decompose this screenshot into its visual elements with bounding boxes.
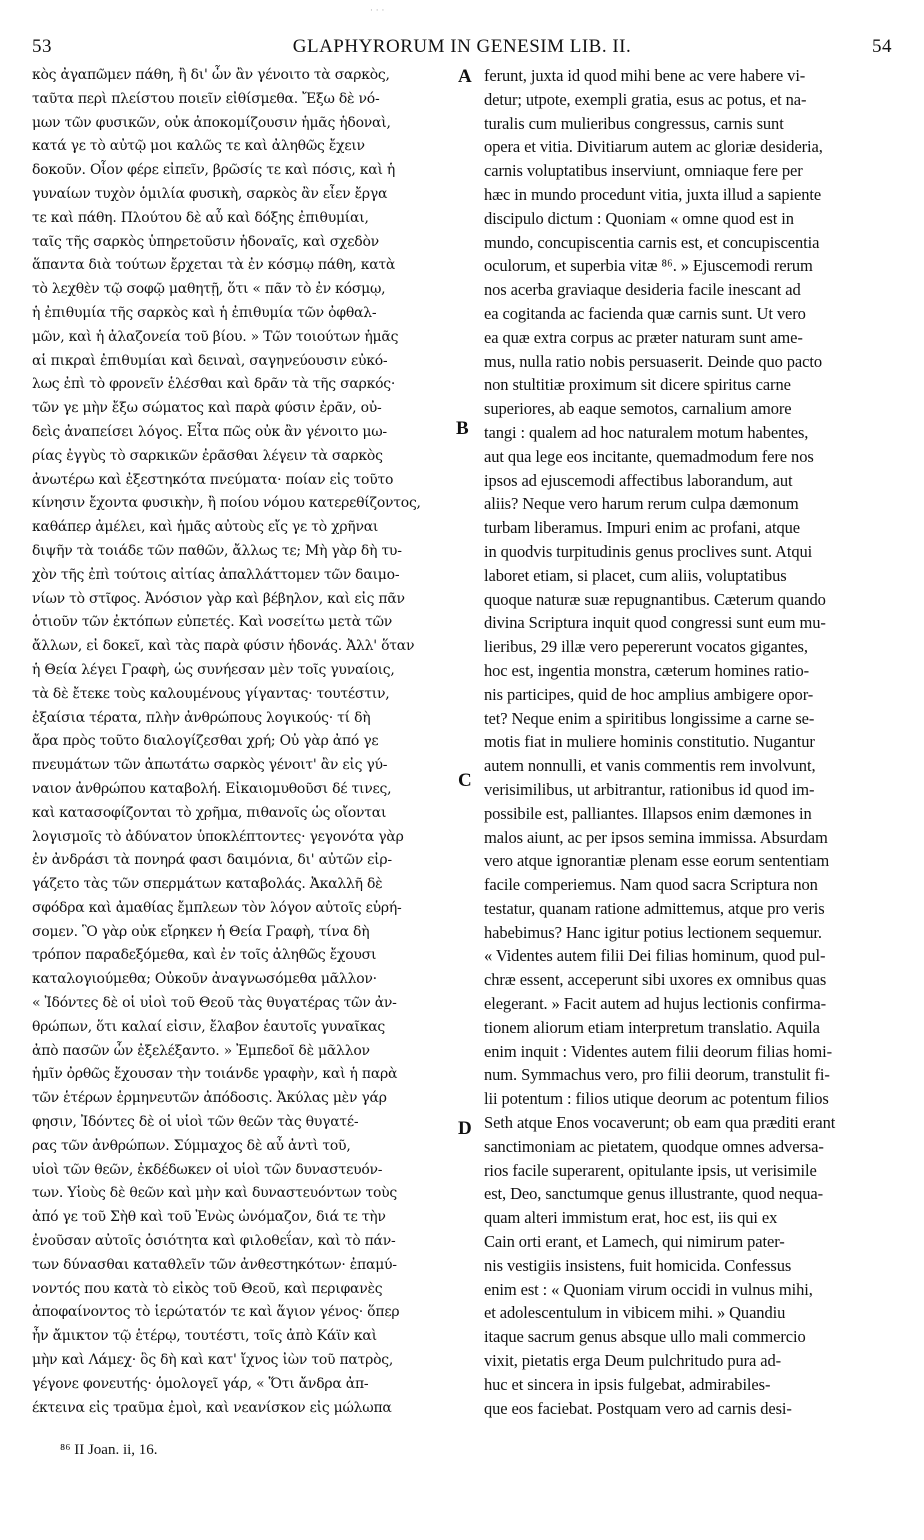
latin-text-line: Seth atque Enos vocaverunt; ob eam qua præditi erant xyxy=(484,1113,836,1133)
latin-text-line: testatur, quanam ratione admittemus, atque pro veris xyxy=(484,898,825,918)
latin-text-line: enim inquit : Videntes autem filii deorum filias homi- xyxy=(484,1041,832,1061)
greek-text-line: ὁτιοῦν τῶν ἐκτόπων εὐπετές. Καὶ νοσείτω μετὰ τῶν xyxy=(32,614,393,631)
greek-text-line: των δύνασθαι καταθλεῖν τῶν ἀνθεστηκότων· ἐπαμύ- xyxy=(32,1256,397,1273)
latin-text-line: opera et vitia. Divitiarum autem ac gloriæ desideria, xyxy=(484,137,823,157)
latin-text-line: possibile est, palliantes. Illapsos enim dæmones in xyxy=(484,803,812,823)
greek-text-line: των. Υἱοὺς δὲ θεῶν καὶ μὴν καὶ δυναστευόντων τοὺς xyxy=(32,1185,398,1202)
greek-text-line: ἐν ἀνδράσι τὰ πονηρά φασι δαιμόνια, δι' αὐτῶν εἰρ- xyxy=(32,852,392,869)
greek-text-line: τῶν ἑτέρων ἑρμηνευτῶν ἀπόδοσις. Ἀκύλας μὲν γάρ xyxy=(32,1090,387,1107)
latin-text-line: aut qua lege eos incitante, quemadmodum fere nos xyxy=(484,446,814,466)
latin-text-line: num. Symmachus vero, pro filii deorum, transtulit fi- xyxy=(484,1065,830,1085)
latin-text-line: vero atque ignorantiæ plenam esse eorum sententiam xyxy=(484,851,830,871)
greek-text-line: μῶν, καὶ ἡ ἀλαζονεία τοῦ βίου. » Τῶν τοιούτων ἡμᾶς xyxy=(32,328,399,345)
latin-text-line: tionem aliorum etiam interpretum translatio. Aquila xyxy=(484,1017,820,1037)
greek-text-line: πνευμάτων τῶν ἀπωτάτω σαρκὸς γένοιτ' ἂν εἰς γύ- xyxy=(32,757,388,774)
latin-text-line: malos aiunt, ac per ipsos semina immissa. Absurdam xyxy=(484,827,828,847)
greek-text-line: θρώπων, ὅτι καλαί εἰσιν, ἔλαβον ἑαυτοῖς γυναῖκας xyxy=(32,1018,386,1035)
greek-text-line: κὸς ἀγαπῶμεν πάθη, ἢ δι' ὧν ἂν γένοιτο τὰ σαρκὸς, xyxy=(32,67,390,83)
greek-text-line: δοκοῦν. Οἷον φέρε εἰπεῖν, βρῶσίς τε καὶ πόσις, καὶ ἡ xyxy=(32,162,396,179)
latin-text-line: quam alteri immistum erat, hoc est, iis qui ex xyxy=(484,1208,778,1228)
latin-text-line: itaque sacrum genus absque ullo mali commercio xyxy=(484,1327,806,1347)
latin-text-line: quoque naturæ suæ repugnantibus. Cæterum quando xyxy=(484,589,826,609)
greek-text-line: τε καὶ πάθη. Πλούτου δὲ αὖ καὶ δόξης ἐπιθυμίαι, xyxy=(32,209,369,226)
greek-text-line: κίνησιν ἔχοντα φυσικὴν, ἢ ποίου νόμου κατερεθίζοντος, xyxy=(32,495,421,512)
latin-text-line: nis participes, quid de hoc amplius ambigere opor- xyxy=(484,684,814,704)
greek-text-line: γυναίων τυχὸν ὁμιλία φυσικὴ, σαρκὸς ἂν εἶεν ἔργα xyxy=(32,185,388,202)
latin-text-line: turalis cum mulieribus congressus, carnis sunt xyxy=(484,113,784,133)
greek-column xyxy=(32,64,460,1420)
greek-text-line: τῶν γε μὴν ἔξω σώματος καὶ παρὰ φύσιν ἐρᾶν, οὐ- xyxy=(32,400,382,417)
margin-marker-b: B xyxy=(456,418,469,439)
margin-marker-d: D xyxy=(458,1118,472,1139)
greek-text-line: νίων τὸ στῖφος. Ἀνόσιον γὰρ καὶ βέβηλον, καὶ εἰς πᾶν xyxy=(32,590,405,607)
latin-text-line: nis vestigiis insistens, fuit homicida. Confessus xyxy=(484,1255,792,1275)
greek-text-line: τὸ λεχθὲν τῷ σοφῷ μαθητῇ, ὅτι « πᾶν τὸ ἐν κόσμῳ, xyxy=(32,281,386,298)
latin-text-line: hæc in mundo procedunt vitia, juxta illud a sapiente xyxy=(484,184,822,204)
greek-text-line: ἀνωτέρω καὶ ἐξεστηκότα πνεύματα· ποίαν εἰς τοῦτο xyxy=(32,471,394,488)
greek-text-line: ἀπὸ πασῶν ὧν ἐξελέξαντο. » Ἐμπεδοῖ δὲ μᾶλλον xyxy=(32,1042,370,1059)
greek-text-line: ναιον ἀνθρώπου καταβολή. Εἰκαιομυθοῦσι δέ τινες, xyxy=(32,780,392,797)
greek-text-line: ταῦτα περὶ πλείστου ποιεῖν εἰθίσμεθα. Ἔξω δὲ νό- xyxy=(32,90,380,107)
greek-text-line: τρόπον παραδεξόμεθα, καὶ ἐν τοῖς ἀληθῶς ἔχουσι xyxy=(32,947,377,964)
footnote: ⁸⁶ II Joan. ii, 16. xyxy=(60,1442,158,1458)
greek-text-line: ἄλλων, εἰ δοκεῖ, καὶ τὰς παρὰ φύσιν ἡδονάς. Ἀλλ' ὅταν xyxy=(32,638,415,655)
latin-text-line: ferunt, juxta id quod mihi bene ac vere habere vi- xyxy=(484,66,806,85)
greek-text-line: καὶ κατασοφίζονται τὸ χρῆμα, πιθανοῖς ὡς οἴονται xyxy=(32,804,387,821)
greek-text-line: « Ἰδόντες δὲ οἱ υἱοὶ τοῦ Θεοῦ τὰς θυγατέρας τῶν ἀν- xyxy=(32,995,397,1012)
latin-text-line: rios facile superarent, opitulante ipsis, ut verisimile xyxy=(484,1160,817,1180)
greek-text-line: ἡ ἐπιθυμία τῆς σαρκὸς καὶ ἡ ἐπιθυμία τῶν ὀφθαλ- xyxy=(32,304,377,321)
latin-text-line: autem nonnulli, et vanis commentis rem involvunt, xyxy=(484,756,816,776)
greek-text-line: σομεν. Ὃ γὰρ οὐκ εἴρηκεν ἡ Θεία Γραφὴ, τίνα δὴ xyxy=(32,923,370,940)
latin-text-line: nos acerba graviaque desideria facile inescant ad xyxy=(484,280,801,300)
latin-text-line: que eos faciebat. Postquam vero ad carnis desi- xyxy=(484,1398,792,1418)
greek-text-line: λογισμοῖς τὸ ἀδύνατον ὑποκλέπτοντες· γεγονότα γὰρ xyxy=(32,828,404,845)
latin-text-line: habebimus? Hanc igitur potius lectionem sequemur. xyxy=(484,922,822,942)
latin-text-line: carnis voluptatibus inserviunt, omniaque fere per xyxy=(484,161,803,181)
latin-text-line: mundo, concupiscentia carnis est, et concupiscentia xyxy=(484,232,820,252)
latin-text-line: sanctimoniam ac pietatem, quodque omnes adversa- xyxy=(484,1136,824,1156)
greek-text-line: χὸν τῆς ἐπὶ τούτοις αἰτίας ἀπαλλάττομεν τῶν δαιμο- xyxy=(32,566,400,583)
latin-text-line: verisimilibus, ut arbitrantur, rationibus id quod im- xyxy=(484,779,815,799)
running-header xyxy=(32,36,892,60)
greek-text-line: ταῖς τῆς σαρκὸς ὑπηρετοῦσιν ἡδοναῖς, καὶ σχεδὸν xyxy=(32,233,379,250)
greek-text-line: καταλογιούμεθα; Οὐκοῦν ἀναγνωσόμεθα μᾶλλον· xyxy=(32,971,377,988)
greek-text-line: ἀποφαίνοντος τὸ ἱερώτατόν τε καὶ ἅγιον γένος· ὅπερ xyxy=(32,1304,400,1321)
latin-text-line: elegerant. » Facit autem ad hujus lectionis confirma- xyxy=(484,994,826,1014)
greek-text-line: ἐξαίσια τέρατα, πλὴν ἀνθρώπους λογικούς· τί δὴ xyxy=(32,709,371,726)
greek-text-line: αἱ πικραὶ ἐπιθυμίαι καὶ δειναὶ, σαγηνεύουσιν εὐκό- xyxy=(32,352,388,369)
greek-text-line: ἡ Θεία λέγει Γραφὴ, ὡς συνήεσαν μὲν τοῖς γυναίοις, xyxy=(32,661,395,678)
greek-text-line: λως ἐπὶ τὸ φρονεῖν ἑλέσθαι καὶ δρᾶν τὰ τῆς σαρκός· xyxy=(32,376,396,393)
latin-text-line: turbam liberamus. Impuri enim ac profani, atque xyxy=(484,518,801,538)
latin-text-line: aliis? Neque vero harum rerum culpa dæmonum xyxy=(484,494,799,514)
greek-text-line: ρίας ἐγγὺς τὸ σαρκικῶν ἐρᾶσθαι λέγειν τὰ σαρκὸς xyxy=(32,447,383,464)
greek-text-line: ἡμῖν ὀρθῶς ἔχουσαν τὴν τοιάνδε γραφὴν, καὶ ἡ παρὰ xyxy=(32,1066,398,1083)
margin-marker-a: A xyxy=(458,66,472,87)
latin-text-line: tangi : qualem ad hoc naturalem motum habentes, xyxy=(484,422,809,442)
greek-text-line: μων τῶν φυσικῶν, οὐκ ἀποκομίζουσιν ἡμᾶς ἡδοναὶ, xyxy=(32,114,391,131)
latin-text-line: ea cogitanda ac facienda quæ carnis sunt. Ut vero xyxy=(484,303,806,323)
greek-text-line: ἅπαντα διὰ τούτων ἔρχεται τὰ ἐν κόσμῳ πάθη, κατὰ xyxy=(32,257,396,274)
latin-text-line: chræ essent, acceperunt sibi uxores ex omnibus quas xyxy=(484,970,827,990)
greek-text-line: ἦν ἄμικτον τῷ ἑτέρῳ, τουτέστι, τοῖς ἀπὸ Κάϊν καὶ xyxy=(32,1328,377,1345)
greek-text-line: έκτεινα εἰς τραῦμα ἐμοὶ, καὶ νεανίσκον εἰς μώλωπα xyxy=(32,1399,392,1416)
greek-text-line: δεὶς ἀναπείσει λόγος. Εἶτα πῶς οὐκ ἂν γένοιτο μω- xyxy=(32,423,387,440)
greek-text-line: νοντός που κατὰ τὸ εἰκὸς τοῦ Θεοῦ, καὶ περιφανὲς xyxy=(32,1280,383,1297)
greek-text-line: ἐνοῦσαν αὐτοῖς ὁσιότητα καὶ φιλοθεΐαν, καὶ τὸ πάν- xyxy=(32,1233,396,1250)
greek-text-line: φησιν, Ἰδόντες δὲ οἱ υἱοὶ τῶν θεῶν τὰς θυγατέ- xyxy=(32,1114,359,1131)
greek-text-line: γάζετο τὰς τῶν σπερμάτων καταβολάς. Ἀκαλλῆ δὲ xyxy=(32,876,383,893)
right-page-number: 54 xyxy=(872,36,892,57)
latin-text-line: oculorum, et superbia vitæ ⁸⁶. » Ejuscemodi rerum xyxy=(484,256,813,276)
latin-text-line: vixit, pietatis erga Deum pulchritudo pura ad- xyxy=(484,1351,782,1371)
latin-text-line: lii potentum : filios utique deorum ac potentum filios xyxy=(484,1089,829,1109)
greek-text-line: ρας τῶν ἀνθρώπων. Σύμμαχος δὲ αὖ ἀντὶ τοῦ, xyxy=(32,1137,351,1154)
left-page-number: 53 xyxy=(32,36,52,57)
greek-text-line: καθάπερ ἀμέλει, καὶ ἡμᾶς αὐτοὺς εἴς γε τὸ χρῆναι xyxy=(32,519,379,536)
running-title: GLAPHYRORUM IN GENESIM LIB. II. xyxy=(292,36,632,57)
greek-text-line: διψῆν τὰ τοιάδε τῶν παθῶν, ἄλλως τε; Μὴ γὰρ δὴ τυ- xyxy=(32,542,402,559)
latin-text-line: superiores, ab eaque semotos, carnalium amore xyxy=(484,399,792,419)
latin-text-line: tet? Neque enim a spiritibus longissime a carne se- xyxy=(484,708,815,728)
latin-text-line: discipulo dictum : Quoniam « omne quod est in xyxy=(484,208,794,228)
margin-marker-c: C xyxy=(458,770,472,791)
latin-text-line: detur; utpote, exempli gratia, esus ac potus, et na- xyxy=(484,89,807,109)
latin-column xyxy=(484,64,894,1420)
latin-text-line: mus, nulla ratio nobis persuaserit. Deinde quo pacto xyxy=(484,351,823,371)
latin-text-line: ipsos ad ejuscemodi affectibus laborandum, aut xyxy=(484,470,793,490)
latin-text-line: divina Scriptura inquit quod congressi sunt eum mu- xyxy=(484,613,826,633)
greek-text-line: σφόδρα καὶ ἀμαθίας ἔμπλεων τὸν λόγον αὐτοῖς εὑρή- xyxy=(32,899,402,916)
greek-text-line: μὴν καὶ Λάμεχ· ὃς δὴ καὶ κατ' ἴχνος ἰὼν τοῦ πατρὸς, xyxy=(32,1352,394,1369)
greek-text-line: ἄρα πρὸς τοῦτο διαλογίζεσθαι χρή; Οὐ γὰρ ἀπό γε xyxy=(32,733,379,750)
latin-text-line: hoc est, ingentia monstra, cæterum homines ratio- xyxy=(484,660,810,680)
latin-text-line: ea quæ extra corpus ac præter naturam sunt ame- xyxy=(484,327,803,347)
latin-text-line: enim est : « Quoniam virum occidi in vulnus mihi, xyxy=(484,1279,813,1299)
latin-text-line: Cain orti erant, et Lamech, qui nimirum pater- xyxy=(484,1232,785,1252)
latin-text-line: « Videntes autem filii Dei filias hominum, quod pul- xyxy=(484,946,826,966)
latin-text-line: motis fiat in muliere hominis constitutio. Nugantur xyxy=(484,732,815,752)
latin-text-line: in quodvis turpitudinis genus proclives sunt. Atqui xyxy=(484,541,813,561)
latin-text-line: et adolescentulum in vibicem mihi. » Quandiu xyxy=(484,1303,786,1323)
latin-text-line: laboret etiam, si placet, cum aliis, voluptatibus xyxy=(484,565,787,585)
latin-text-line: huc et sincera in ipsis fulgebat, admirabiles- xyxy=(484,1374,771,1394)
latin-text-line: facile comperiemus. Nam quod sacra Scriptura non xyxy=(484,875,818,895)
latin-text-line: est, Deo, sanctumque genus illustrante, quod nequa- xyxy=(484,1184,824,1204)
greek-text-line: ἀπό γε τοῦ Σὴθ καὶ τοῦ Ἐνὼς ὠνόμαζον, διά τε τὴν xyxy=(32,1209,386,1226)
greek-text-line: γέγονε φονευτής· ὁμολογεῖ γάρ, « Ὅτι ἄνδρα ἀπ- xyxy=(32,1375,369,1392)
greek-text-line: τὰ δὲ ἔτεκε τοὺς καλουμένους γίγαντας· τουτέστιν, xyxy=(32,685,390,702)
latin-text-line: lieribus, 29 illæ vero pepererunt vocatos gigantes, xyxy=(484,637,808,657)
latin-text-line: non stultitiæ proximum sit dicere spiritus carne xyxy=(484,375,791,395)
scan-smudge: · · · xyxy=(370,6,385,16)
greek-text-line: υἱοὶ τῶν θεῶν, ἐκδέδωκεν οἱ υἱοὶ τῶν δυναστευόν- xyxy=(32,1161,383,1178)
greek-text-line: κατά γε τὸ αὐτῷ μοι καλῶς τε καὶ ἀληθῶς ἔχειν xyxy=(32,138,365,155)
